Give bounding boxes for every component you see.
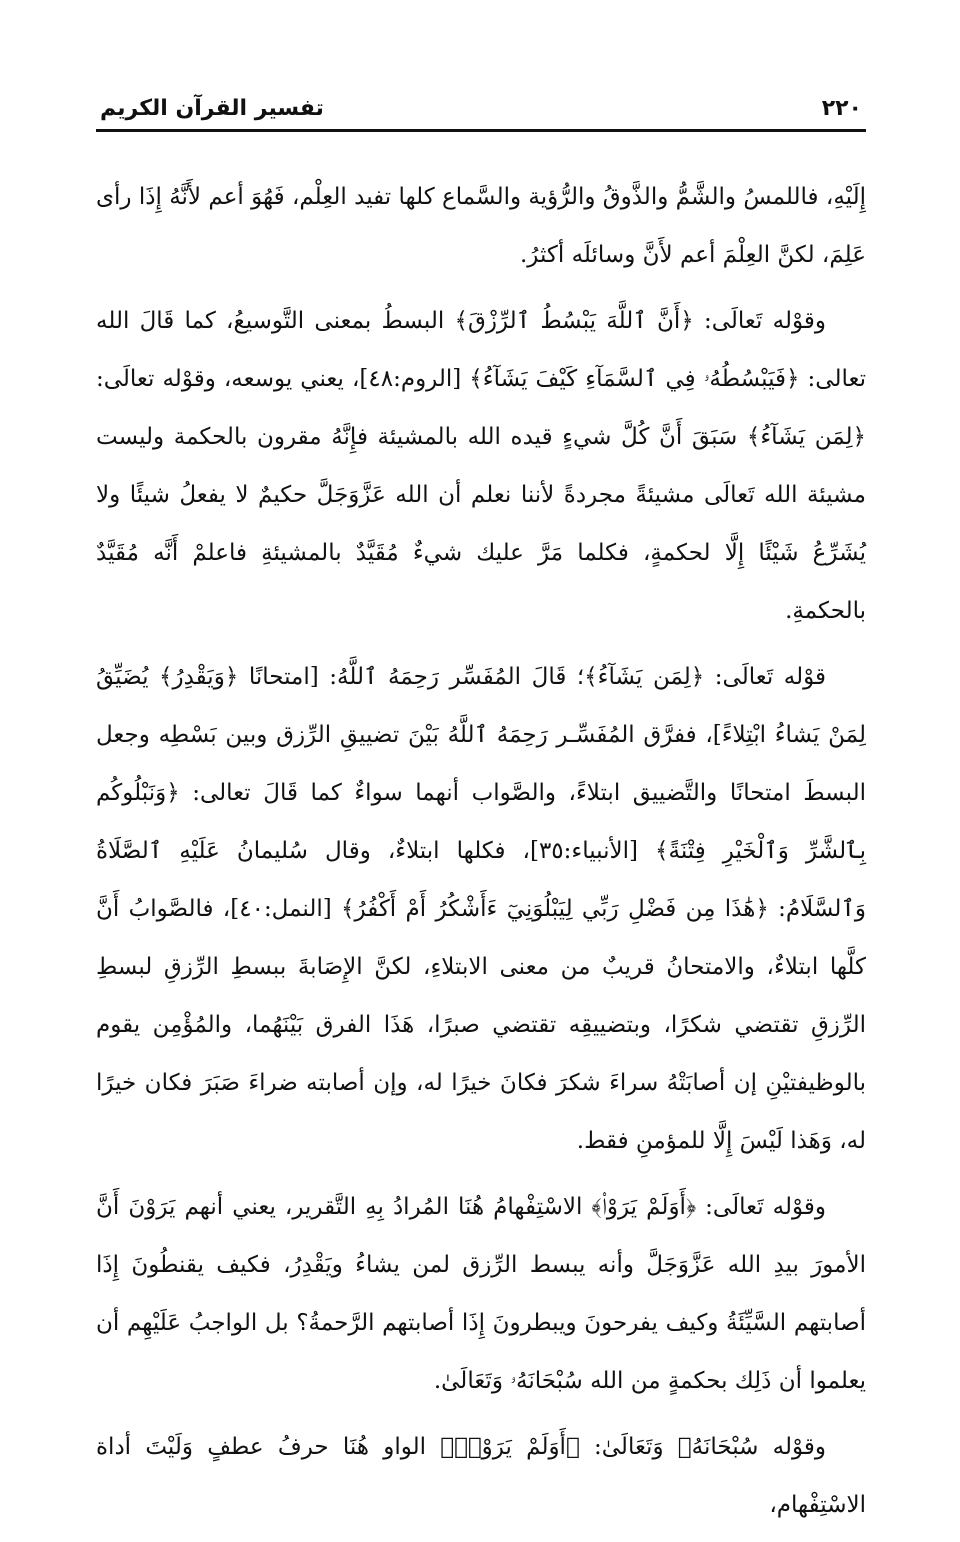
paragraph-2: وقوْله تَعالَى: ﴿أَنَّ ٱللَّهَ يَبْسُطُ ٱلرِّزْقَ﴾ البسطُ بمعنى التَّوسيعُ، كما قَالَ الله تعالى: ﴿فَيَبْسُطُهُۥ فِي ٱلسَّمَآءِ كَيْفَ يَشَآءُ﴾ [الروم:٤٨]، يعني يوسعه، وقوْله تعالَى: ﴿لِمَن يَشَآءُ﴾ سَبَقَ أَنَّ كُلَّ شيءٍ قيده الله بالمشيئة فإِنَّهُ مقرون بالحكمة وليست مشيئة الله تَعالَى مشيئةً مجردةً لأننا نعلم أن الله عَزَّوَجَلَّ حكيمٌ لا يفعلُ شيئًا ولا يُشَرِّعُ شَيْئًا إِلَّا لحكمةٍ، فكلما مَرَّ عليك شيءٌ مُقَيَّدٌ بالمشيئةِ فاعلمْ أَنَّه مُقَيَّدٌ بالحكمةِ. [96,308,866,624]
paragraph-3: قوْله تَعالَى: ﴿لِمَن يَشَآءُ﴾؛ قَالَ المُفَسِّر رَحِمَهُ ٱللَّهُ: [امتحانًا ﴿وَيَقْدِرُ﴾ يُضَيِّقُ لِمَنْ يَشاءُ ابْتِلاءً]، ففرَّق المُفَسِّـر رَحِمَهُ ٱللَّهُ بَيْنَ تضييقِ الرِّزق وبين بَسْطِه وجعل البسطَ امتحانًا والتَّضييق ابتلاءً، والصَّواب أنهما سواءٌ كما قَالَ تعالى: ﴿وَنَبْلُوكُم بِٱلشَّرِّ وَٱلْخَيْرِ فِتْنَةً﴾ [الأنبياء:٣٥]، فكلها ابتلاءٌ، وقال سُليمانُ عَلَيْهِ ٱلصَّلَاةُ وَٱلسَّلَامُ: ﴿هَٰذَا مِن فَضْلِ رَبِّي لِيَبْلُوَنِيٓ ءَأَشْكُرُ أَمْ أَكْفُرُ﴾ [النمل:٤٠]، فالصَّوابُ أَنَّ كلَّها ابتلاءٌ، والامتحانُ قريبٌ من معنى الابتلاءِ، لكنَّ الإِصَابةَ ببسطِ الرِّزقِ لبسطِ الرِّزقِ تقتضي شكرًا، وبتضييقِه تقتضي صبرًا، هَذَا الفرق بَيْنَهُما، والمُؤْمِن يقوم بالوظيفتيْنِ إن أصابَتْهُ سراءَ شكرَ فكانَ خيرًا له، وإن أصابته ضراءَ صَبَرَ فكان خيرًا له، وَهَذا لَيْسَ إِلَّا للمؤمنِ فقط. [96,664,866,1154]
header-rule [96,129,866,132]
paragraph-4: وقوْله تَعالَى: ﴿أَوَلَمْ يَرَوْا۟﴾ الاسْتِفْهامُ هُنَا المُرادُ بِهِ التَّقرير، يعني أنهم يَرَوْنَ أَنَّ الأمورَ بيدِ الله عَزَّوَجَلَّ وأنه يبسط الرِّزق لمن يشاءُ ويَقْدِرُ، فكيف يقنطُونَ إِذَا أصابتهم السَّيِّئَةُ وكيف يفرحونَ ويبطرونَ إِذَا أصابتهم الرَّحمةُ؟ بل الواجبُ عَلَيْهِم أن يعلموا أن ذَلِك بحكمةٍ من الله سُبْحَانَهُۥ وَتَعَالَىٰ. [96,1194,866,1394]
book-page [96,96,866,1542]
paragraph-1: إِلَيْهِ، فاللمسُ والشَّمُّ والذَّوقُ والرُّؤية والسَّماع كلها تفيد العِلْم، فَهُوَ أعم لأَنَّهُ إِذَا رأى عَلِمَ، لكنَّ العِلْمَ أعم لأَنَّ وسائلَه أكثرُ. [96,184,866,268]
page-body [96,168,866,1534]
page-header [96,96,866,129]
paragraph-5: وقوْله سُبْحَانَهُۥ وَتَعَالَىٰ: ﴿أَوَلَمْ يَرَوْا۟﴾ الواو هُنَا حرفُ عطفٍ وَلَيْتَ أداة الاسْتِفْهام، [96,1434,866,1518]
book-title: تفسير القرآن الكريم [100,96,324,121]
page-number: ٢٢٠ [821,96,862,121]
